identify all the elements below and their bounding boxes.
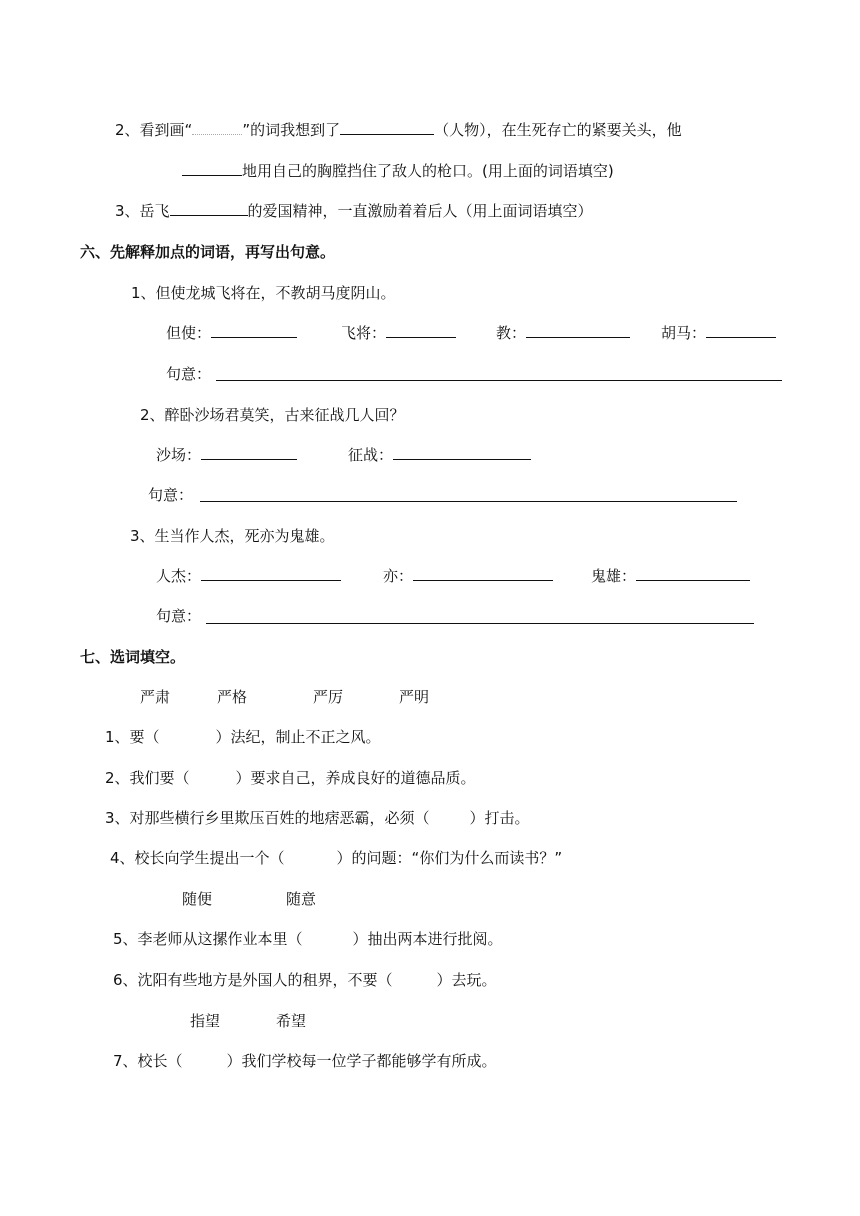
word-choice-6: 随意: [286, 890, 317, 908]
poem-1: 1、但使龙城飞将在，不教胡马度阴山。: [131, 284, 396, 302]
blank[interactable]: [211, 323, 297, 338]
text: 4、校长向学生提出一个（: [110, 849, 285, 867]
word-choice-7: 指望: [190, 1012, 221, 1030]
blank[interactable]: [636, 566, 750, 581]
question-7-1: [105, 727, 381, 747]
poem-1-meaning-label: 句意：: [166, 365, 212, 383]
question-5-2-line2: [182, 161, 614, 181]
word-choice-8: 希望: [276, 1012, 307, 1030]
blank[interactable]: [413, 566, 553, 581]
blank[interactable]: [706, 323, 776, 338]
blank[interactable]: [340, 120, 434, 135]
blank[interactable]: [170, 201, 248, 216]
text: ）的问题：“你们为什么而读书？”: [336, 849, 563, 867]
word-choice-2: 严格: [217, 688, 248, 706]
poem-2-meaning-blank[interactable]: [200, 501, 737, 502]
text: 6、沈阳有些地方是外国人的租界，不要（: [113, 971, 393, 989]
blank[interactable]: [386, 323, 456, 338]
poem-1-meaning-blank[interactable]: [216, 380, 782, 381]
question-7-2: [105, 768, 476, 788]
poem-3-word-1: [156, 566, 341, 586]
poem-3: 3、生当作人杰，死亦为鬼雄。: [130, 527, 335, 545]
text: 3、岳飞: [115, 202, 170, 220]
word-choice-5: 随便: [182, 890, 213, 908]
blank[interactable]: [182, 161, 242, 176]
text: ）法纪，制止不正之风。: [215, 728, 381, 746]
question-5-3: [115, 201, 593, 221]
label: 沙场：: [156, 446, 202, 464]
text: 的爱国精神，一直激励着着后人（用上面词语填空）: [247, 202, 593, 220]
text: 2、看到画“: [115, 121, 193, 139]
poem-3-meaning-blank[interactable]: [206, 623, 754, 624]
text: ）打击。: [469, 809, 530, 827]
poem-3-word-2: [383, 566, 553, 586]
text: 地用自己的胸膛挡住了敌人的枪口。(用上面的词语填空): [242, 162, 614, 180]
question-7-6: [113, 970, 497, 990]
poem-2-meaning-label: 句意：: [148, 486, 194, 504]
label: 胡马：: [661, 324, 707, 342]
text: 7、校长（: [113, 1052, 183, 1070]
question-7-7: [113, 1051, 497, 1071]
question-5-2-line1: [115, 120, 682, 140]
word-choice-1: 严肃: [140, 688, 171, 706]
poem-1-word-2: [341, 323, 456, 343]
label: 飞将：: [341, 324, 387, 342]
label: 鬼雄：: [591, 567, 637, 585]
label: 人杰：: [156, 567, 202, 585]
text: ”的词我想到了: [242, 121, 341, 139]
text: 3、对那些横行乡里欺压百姓的地痞恶霸，必须（: [105, 809, 430, 827]
text: （人物），在生死存亡的紧要关头，他: [434, 121, 682, 139]
section-7-heading: 七、选词填空。: [80, 648, 186, 666]
text: ）我们学校每一位学子都能够学有所成。: [226, 1052, 497, 1070]
poem-2-word-2: [348, 445, 531, 465]
blank-wavy[interactable]: [192, 120, 242, 135]
poem-2-word-1: [156, 445, 297, 465]
label: 亦：: [383, 567, 414, 585]
question-7-4: [110, 848, 562, 868]
label: 教：: [496, 324, 527, 342]
poem-1-word-4: [661, 323, 776, 343]
text: 2、我们要（: [105, 769, 190, 787]
section-6-heading: 六、先解释加点的词语，再写出句意。: [80, 243, 336, 261]
text: 5、李老师从这摞作业本里（: [113, 930, 303, 948]
text: ）抽出两本进行批阅。: [352, 930, 503, 948]
blank[interactable]: [393, 445, 531, 460]
poem-1-word-1: [166, 323, 297, 343]
question-7-3: [105, 808, 530, 828]
poem-3-meaning-label: 句意：: [156, 607, 202, 625]
text: 1、要（: [105, 728, 160, 746]
word-choice-4: 严明: [399, 688, 430, 706]
poem-1-word-3: [496, 323, 630, 343]
blank[interactable]: [201, 566, 341, 581]
label: 但使：: [166, 324, 212, 342]
label: 征战：: [348, 446, 394, 464]
poem-2: 2、醉卧沙场君莫笑，古来征战几人回？: [140, 406, 405, 424]
question-7-5: [113, 929, 503, 949]
blank[interactable]: [526, 323, 630, 338]
word-choice-3: 严厉: [313, 688, 344, 706]
poem-3-word-3: [591, 566, 750, 586]
blank[interactable]: [201, 445, 297, 460]
text: ）要求自己，养成良好的道德品质。: [235, 769, 476, 787]
text: ）去玩。: [436, 971, 497, 989]
